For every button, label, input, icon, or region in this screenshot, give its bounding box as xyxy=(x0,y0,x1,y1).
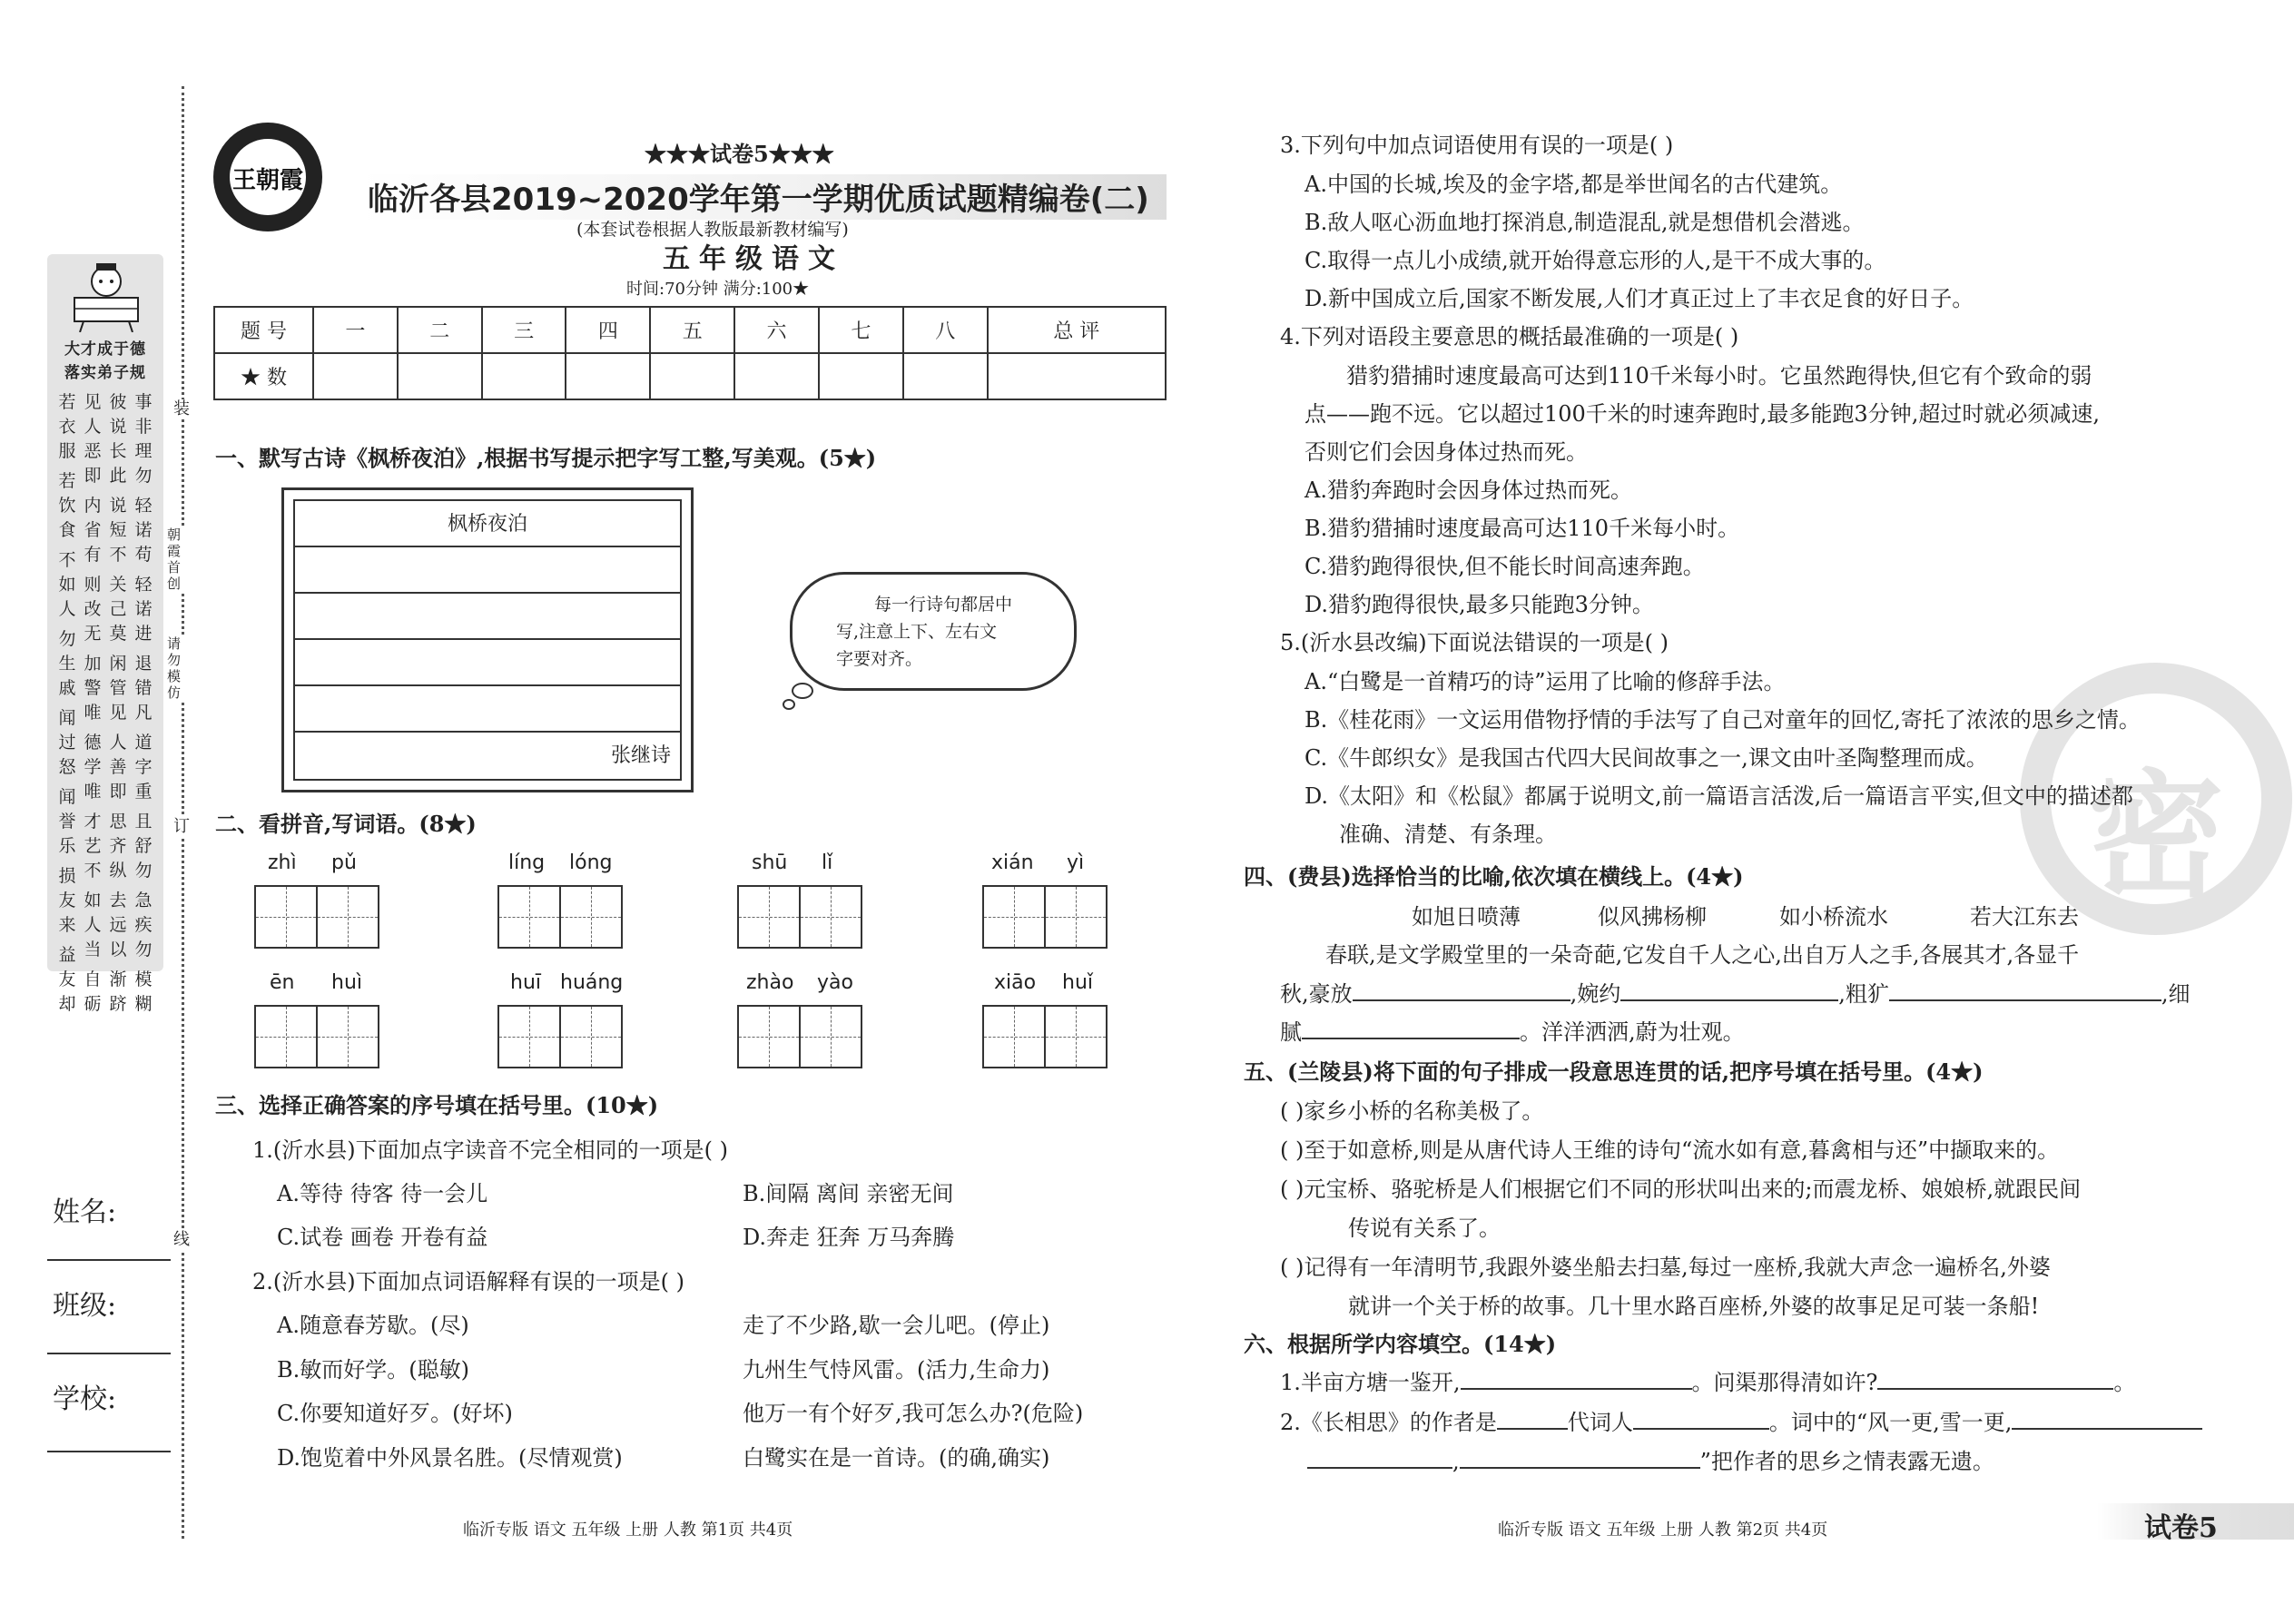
option: C.取得一点儿小成绩,就开始得意忘形的人,是干不成大事的。 xyxy=(1305,248,1886,273)
fill-blank[interactable] xyxy=(1302,1038,1520,1039)
option-continued: 准确、清楚、有条理。 xyxy=(1339,822,1557,847)
maxim-char: 思 xyxy=(109,812,127,832)
maxim-char: 事 xyxy=(134,392,153,412)
score-cell[interactable] xyxy=(313,353,398,399)
pinyin: pǔ xyxy=(331,851,357,874)
text-part: 。洋洋洒洒,蔚为壮观。 xyxy=(1520,1019,1745,1045)
writing-cells[interactable] xyxy=(737,1005,864,1068)
score-cell[interactable] xyxy=(819,353,903,399)
school-field-label: 学校: xyxy=(53,1383,117,1415)
score-cell[interactable] xyxy=(988,353,1166,399)
maxim-char: 若 xyxy=(58,471,76,491)
pinyin: huǐ xyxy=(1062,971,1093,994)
ordering-item-continued: 传说有关系了。 xyxy=(1348,1216,1501,1241)
score-table-header: 八 xyxy=(903,307,988,353)
maxim-char: 怒 xyxy=(58,757,76,777)
maxim-char: 凡 xyxy=(134,703,153,723)
pinyin: huī xyxy=(510,971,541,994)
pinyin: lóng xyxy=(569,851,613,874)
maxim-char: 莫 xyxy=(109,624,127,644)
option: 走了不少路,歇一会儿吧。(停止) xyxy=(743,1313,1050,1338)
maxim-char: 舒 xyxy=(134,836,153,856)
maxim-char: 省 xyxy=(84,520,102,540)
fill-blank[interactable] xyxy=(1620,999,1838,1001)
maxim-char: 友 xyxy=(58,969,76,989)
class-field-label: 班级: xyxy=(53,1290,117,1322)
poem-title: 枫桥夜泊 xyxy=(295,501,680,547)
score-table-header: 五 xyxy=(650,307,734,353)
maxim-char: 食 xyxy=(58,520,76,540)
fill-blank[interactable] xyxy=(2012,1428,2202,1430)
maxim-char: 关 xyxy=(109,575,127,595)
option: D.饱览着中外风景名胜。(尽情观赏) xyxy=(277,1445,623,1471)
option: B.敏而好学。(聪敏) xyxy=(277,1357,469,1383)
tip-line: 每一行诗句都居中 xyxy=(874,595,1013,615)
maxim-char: 糊 xyxy=(134,994,153,1014)
maxim-char: 若 xyxy=(58,392,76,412)
writing-cells[interactable] xyxy=(497,885,625,949)
maxim-char: 不 xyxy=(84,861,102,881)
maxim-char: 且 xyxy=(134,812,153,832)
maxim-char: 饮 xyxy=(58,496,76,516)
maxim-char: 人 xyxy=(84,417,102,437)
question-3-2: 2.(沂水县)下面加点词语解释有误的一项是( ) xyxy=(252,1269,684,1294)
fill-blank[interactable] xyxy=(1877,1388,2113,1390)
maxim-char: 重 xyxy=(134,782,153,802)
maxim-char: 退 xyxy=(134,654,153,674)
maxim-char: 人 xyxy=(109,733,127,753)
maxim-char: 勿 xyxy=(134,861,153,881)
pinyin: xiāo xyxy=(994,971,1037,994)
option: C.《牛郎织女》是我国古代四大民间故事之一,课文由叶圣陶整理而成。 xyxy=(1305,745,1988,771)
text-part: 2.《长相思》的作者是 xyxy=(1280,1410,1497,1435)
maxim-char: 唯 xyxy=(84,782,102,802)
maxim-char: 友 xyxy=(58,891,76,910)
pinyin: yì xyxy=(1067,851,1085,874)
pinyin: zhì xyxy=(268,851,297,874)
maxim-char: 以 xyxy=(109,940,127,960)
question-3-3: 3.下列句中加点词语使用有误的一项是( ) xyxy=(1280,133,1674,158)
pinyin: yào xyxy=(817,971,853,994)
footer-right: 临沂专版 语文 五年级 上册 人教 第2页 共4页 xyxy=(1498,1521,1828,1540)
option: D.新中国成立后,国家不断发展,人们才真正过上了丰衣足食的好日子。 xyxy=(1305,286,1974,311)
maxim-char: 损 xyxy=(58,866,76,886)
cut-label-3: 线 xyxy=(171,1230,192,1250)
ordering-item[interactable]: ( )至于如意桥,则是从唐代诗人王维的诗句“流水如有意,暮禽相与还”中撷取来的。 xyxy=(1280,1137,2060,1163)
pinyin: huì xyxy=(331,971,362,994)
fill-line xyxy=(1280,1404,2202,1436)
perforation-line xyxy=(182,86,184,1539)
score-table-header: 题 号 xyxy=(214,307,313,353)
score-table-header: 四 xyxy=(566,307,650,353)
text-part: 1.半亩方塘一鉴开, xyxy=(1280,1370,1461,1395)
maxim-char: 乐 xyxy=(58,836,76,856)
text-part: ,粗犷 xyxy=(1838,981,1889,1007)
maxim-char: 善 xyxy=(109,757,127,777)
maxim-char: 说 xyxy=(109,496,127,516)
maxim-char: 勿 xyxy=(134,940,153,960)
text-part: 代词人 xyxy=(1567,1410,1633,1435)
maxim-char: 疾 xyxy=(134,915,153,935)
text-part: ”把作者的思乡之情表露无遗。 xyxy=(1699,1449,1994,1474)
maxim-char: 错 xyxy=(134,678,153,698)
name-field-line[interactable] xyxy=(47,1259,171,1261)
motto-line-2: 落实弟子规 xyxy=(64,364,146,382)
writing-cells[interactable] xyxy=(982,885,1109,949)
page-title: 临沂各县2019~2020学年第一学期优质试题精编卷(二) xyxy=(368,182,1149,218)
maxim-char: 服 xyxy=(58,441,76,461)
fill-blank[interactable] xyxy=(1633,1428,1769,1430)
scholar-avatar-icon xyxy=(62,261,151,332)
writing-cells[interactable] xyxy=(254,885,381,949)
maxim-char: 改 xyxy=(84,599,102,619)
maxim-char: 过 xyxy=(58,733,76,753)
maxim-char: 勿 xyxy=(134,466,153,486)
question-3-1: 1.(沂水县)下面加点字读音不完全相同的一项是( ) xyxy=(252,1137,728,1163)
maxim-char: 此 xyxy=(109,466,127,486)
time-score: 时间:70分钟 满分:100★ xyxy=(626,280,810,299)
question-3-4: 4.下列对语段主要意思的概括最准确的一项是( ) xyxy=(1280,324,1739,349)
passage-line: 春联,是文学殿堂里的一朵奇葩,它发自千人之心,出自万人之手,各展其才,各显千 xyxy=(1325,942,2080,968)
poem-writing-row[interactable] xyxy=(295,594,680,640)
option: B.《桂花雨》一文运用借物抒情的手法写了自己对童年的回忆,寄托了浓浓的思乡之情。 xyxy=(1305,707,2141,733)
poem-grid xyxy=(293,499,682,781)
maxim-char: 急 xyxy=(134,891,153,910)
section2-title: 二、看拼音,写词语。(8★) xyxy=(215,811,477,837)
maxim-char: 自 xyxy=(84,969,102,989)
maxim-char: 见 xyxy=(109,703,127,723)
maxim-char: 警 xyxy=(84,678,102,698)
maxim-char: 内 xyxy=(84,496,102,516)
option: A.猎豹奔跑时会因身体过热而死。 xyxy=(1305,477,1632,503)
ordering-item-continued: 就讲一个关于桥的故事。几十里水路百座桥,外婆的故事足足可装一条船! xyxy=(1348,1294,2040,1319)
section6-title: 六、根据所学内容填空。(14★) xyxy=(1244,1331,1557,1357)
maxim-char: 齐 xyxy=(109,836,127,856)
choice: 如小桥流水 xyxy=(1779,904,1888,930)
choice: 若大江东去 xyxy=(1970,904,2079,930)
cut-note-1: 朝霞首创 xyxy=(167,527,185,592)
option: A.随意春芳歇。(尽) xyxy=(277,1313,469,1338)
fill-blank[interactable] xyxy=(1307,1467,1452,1469)
maxim-char: 见 xyxy=(84,392,102,412)
option: B.敌人呕心沥血地打探消息,制造混乱,就是想借机会潜逃。 xyxy=(1305,210,1865,235)
maxim-char: 渐 xyxy=(109,969,127,989)
option: C.试卷 画卷 开卷有益 xyxy=(277,1225,488,1250)
maxim-char: 戚 xyxy=(58,678,76,698)
ordering-item[interactable]: ( )元宝桥、骆驼桥是人们根据它们不同的形状叫出来的;而震龙桥、娘娘桥,就跟民间 xyxy=(1280,1176,2082,1202)
choice: 如旭日喷薄 xyxy=(1412,904,1521,930)
maxim-char: 诺 xyxy=(134,599,153,619)
maxim-char: 人 xyxy=(58,599,76,619)
tip-line: 写,注意上下、左右文 xyxy=(836,622,998,642)
ordering-item[interactable]: ( )家乡小桥的名称美极了。 xyxy=(1280,1098,1544,1124)
cut-label-2: 订 xyxy=(171,817,192,837)
maxim-char: 不 xyxy=(58,550,76,570)
maxim-char: 跻 xyxy=(109,994,127,1014)
maxim-char: 砺 xyxy=(84,994,102,1014)
score-cell[interactable] xyxy=(734,353,819,399)
option: C.猎豹跑得很快,但不能长时间高速奔跑。 xyxy=(1305,554,1705,579)
paper-tag: ★★★试卷5★★★ xyxy=(645,141,834,167)
pinyin: shū xyxy=(752,851,788,874)
maxim-char: 闻 xyxy=(58,787,76,807)
maxim-char: 长 xyxy=(109,441,127,461)
writing-cells[interactable] xyxy=(254,1005,381,1068)
text-part: 。 xyxy=(2113,1370,2136,1395)
pinyin: xián xyxy=(991,851,1034,874)
score-cell[interactable] xyxy=(650,353,734,399)
tip-cloud xyxy=(790,572,1077,691)
passage-line: 点——跑不远。它以超过100千米的时速奔跑时,最多能跑3分钟,超过时就必须减速, xyxy=(1305,401,2100,427)
text-part: 。问渠那得清如许? xyxy=(1691,1370,1878,1395)
maxim-char: 字 xyxy=(134,757,153,777)
pinyin: ēn xyxy=(270,971,295,994)
option: 九州生气恃风雷。(活力,生命力) xyxy=(743,1357,1050,1383)
name-field-label: 姓名: xyxy=(53,1196,117,1228)
maxim-char: 纵 xyxy=(109,861,127,881)
maxim-char: 则 xyxy=(84,575,102,595)
section4-title: 四、(费县)选择恰当的比喻,依次填在横线上。(4★) xyxy=(1244,863,1744,890)
maxim-char: 模 xyxy=(134,969,153,989)
cut-label-1: 装 xyxy=(171,399,192,419)
maxim-char: 艺 xyxy=(84,836,102,856)
maxim-char: 即 xyxy=(109,782,127,802)
passage-line: 猎豹猎捕时速度最高可达到110千米每小时。它虽然跑得快,但它有个致命的弱 xyxy=(1346,363,2092,389)
fill-line: , ”把作者的思乡之情表露无遗。 xyxy=(1307,1443,1994,1475)
maxim-char: 无 xyxy=(84,624,102,644)
score-table-score-row xyxy=(214,353,1166,399)
score-table-header: 二 xyxy=(398,307,482,353)
fill-blank[interactable] xyxy=(1497,1428,1568,1430)
footer-left: 临沂专版 语文 五年级 上册 人教 第1页 共4页 xyxy=(463,1521,793,1540)
maxim-char: 远 xyxy=(109,915,127,935)
option: 他万一有个好歹,我可怎么办?(危险) xyxy=(743,1401,1084,1426)
maxim-char: 彼 xyxy=(109,392,127,412)
ordering-item[interactable]: ( )记得有一年清明节,我跟外婆坐船去扫墓,每过一座桥,我就大声念一遍桥名,外婆 xyxy=(1280,1255,2051,1280)
maxim-char: 诺 xyxy=(134,520,153,540)
pinyin: lǐ xyxy=(822,851,833,874)
poem-writing-row[interactable] xyxy=(295,640,680,686)
score-row-label: ★ 数 xyxy=(214,353,313,399)
writing-cells[interactable] xyxy=(737,885,864,949)
writing-cells[interactable] xyxy=(982,1005,1109,1068)
score-table-header: 七 xyxy=(819,307,903,353)
section5-title: 五、(兰陵县)将下面的句子排成一段意思连贯的话,把序号填在括号里。(4★) xyxy=(1244,1058,1984,1085)
maxim-char: 衣 xyxy=(58,417,76,437)
maxim-char: 即 xyxy=(84,466,102,486)
brand-logo-text: 王朝霞 xyxy=(227,136,309,218)
option: 白鹭实在是一首诗。(的确,确实) xyxy=(743,1445,1050,1471)
maxim-char: 闲 xyxy=(109,654,127,674)
tip-cloud-bubble xyxy=(792,683,813,699)
maxim-char: 来 xyxy=(58,915,76,935)
maxim-char: 己 xyxy=(109,599,127,619)
text-part: 腻 xyxy=(1280,1019,1302,1045)
brand-logo xyxy=(213,123,322,231)
score-cell[interactable] xyxy=(398,353,482,399)
maxim-char: 誉 xyxy=(58,812,76,832)
maxim-char: 唯 xyxy=(84,703,102,723)
option: A.等待 待客 待一会儿 xyxy=(277,1181,488,1206)
score-table-header: 一 xyxy=(313,307,398,353)
fill-blank[interactable] xyxy=(1460,1467,1700,1469)
maxim-char: 勿 xyxy=(58,629,76,649)
maxim-char: 加 xyxy=(84,654,102,674)
option: B.间隔 离间 亲密无间 xyxy=(743,1181,954,1206)
maxim-char: 当 xyxy=(84,940,102,960)
fill-blank[interactable] xyxy=(1353,999,1570,1001)
maxim-char: 德 xyxy=(84,733,102,753)
section1-title: 一、默写古诗《枫桥夜泊》,根据书写提示把字写工整,写美观。(5★) xyxy=(215,445,877,471)
pinyin: huáng xyxy=(560,971,624,994)
option: D.猎豹跑得很快,最多只能跑3分钟。 xyxy=(1305,592,1654,617)
maxim-char: 进 xyxy=(134,624,153,644)
maxim-char: 管 xyxy=(109,678,127,698)
maxim-char: 人 xyxy=(84,915,102,935)
writing-cells[interactable] xyxy=(497,1005,625,1068)
maxim-char: 道 xyxy=(134,733,153,753)
option: A.中国的长城,埃及的金字塔,都是举世闻名的古代建筑。 xyxy=(1305,172,1843,197)
score-table-header: 总 评 xyxy=(988,307,1166,353)
maxim-char: 闻 xyxy=(58,708,76,728)
score-table xyxy=(213,306,1167,400)
text-part: ,细 xyxy=(2161,981,2191,1007)
maxim-char: 学 xyxy=(84,757,102,777)
footer-tag: 试卷5 xyxy=(2144,1512,2218,1544)
class-field-line[interactable] xyxy=(47,1353,171,1354)
text-part: 。词中的“风一更,雪一更, xyxy=(1768,1410,2013,1435)
watermark-text: 密 xyxy=(2088,756,2225,916)
option: D.《太阳》和《松鼠》都属于说明文,前一篇语言活泼,后一篇语言平实,但文中的描述都 xyxy=(1305,783,2133,809)
maxim-char: 益 xyxy=(58,945,76,965)
maxim-char: 才 xyxy=(84,812,102,832)
score-cell[interactable] xyxy=(903,353,988,399)
pinyin: zhào xyxy=(746,971,794,994)
maxim-char: 轻 xyxy=(134,575,153,595)
maxim-char: 短 xyxy=(109,520,127,540)
poem-author: 张继诗 xyxy=(610,744,671,767)
score-table-header-row xyxy=(214,307,1166,353)
option: B.猎豹猎捕时速度最高可达110千米每小时。 xyxy=(1305,516,1740,541)
maxim-char: 苟 xyxy=(134,545,153,565)
passage-line: 否则它们会因身体过热而死。 xyxy=(1305,439,1588,465)
option: C.你要知道好歹。(好坏) xyxy=(277,1401,513,1426)
fill-blank[interactable] xyxy=(1889,999,2161,1001)
maxim-char: 却 xyxy=(58,994,76,1014)
maxim-char: 有 xyxy=(84,545,102,565)
text-part: ,婉约 xyxy=(1570,981,1621,1007)
maxim-char: 不 xyxy=(109,545,127,565)
maxim-char: 说 xyxy=(109,417,127,437)
question-3-5: 5.(沂水县改编)下面说法错误的一项是( ) xyxy=(1280,630,1669,655)
section3-title: 三、选择正确答案的序号填在括号里。(10★) xyxy=(215,1092,659,1118)
maxim-char: 如 xyxy=(58,575,76,595)
maxim-char: 去 xyxy=(109,891,127,910)
page-subtitle: (本套试卷根据人教版最新教材编写) xyxy=(576,220,849,240)
fill-blank[interactable] xyxy=(1461,1388,1692,1390)
poem-box xyxy=(281,487,694,792)
maxim-char: 非 xyxy=(134,417,153,437)
maxim-char: 恶 xyxy=(84,441,102,461)
poem-writing-row[interactable] xyxy=(295,686,680,733)
score-cell[interactable] xyxy=(482,353,566,399)
option: A.“白鹭是一首精巧的诗”运用了比喻的修辞手法。 xyxy=(1305,669,1786,694)
pinyin: líng xyxy=(508,851,546,874)
score-cell[interactable] xyxy=(566,353,650,399)
cut-note-2: 请勿模仿 xyxy=(167,635,185,701)
score-table-header: 六 xyxy=(734,307,819,353)
fill-line xyxy=(1280,1364,2135,1396)
maxim-char: 如 xyxy=(84,891,102,910)
passage-line xyxy=(1280,1014,1745,1046)
motto-line-1: 大才成于德 xyxy=(64,340,146,359)
maxim-char: 轻 xyxy=(134,496,153,516)
passage-line xyxy=(1280,976,2191,1008)
poem-writing-row[interactable] xyxy=(295,547,680,594)
maxim-grid xyxy=(54,390,156,1017)
text-part: 秋,豪放 xyxy=(1280,981,1353,1007)
school-field-line[interactable] xyxy=(47,1451,171,1452)
tip-cloud-bubble xyxy=(783,699,795,710)
maxim-char: 理 xyxy=(134,441,153,461)
option: D.奔走 狂奔 万马奔腾 xyxy=(743,1225,955,1250)
maxim-char: 生 xyxy=(58,654,76,674)
score-table-header: 三 xyxy=(482,307,566,353)
tip-line: 字要对齐。 xyxy=(836,649,923,669)
grade-subject: 五年级语文 xyxy=(663,243,844,275)
choice: 似风拂杨柳 xyxy=(1598,904,1707,930)
